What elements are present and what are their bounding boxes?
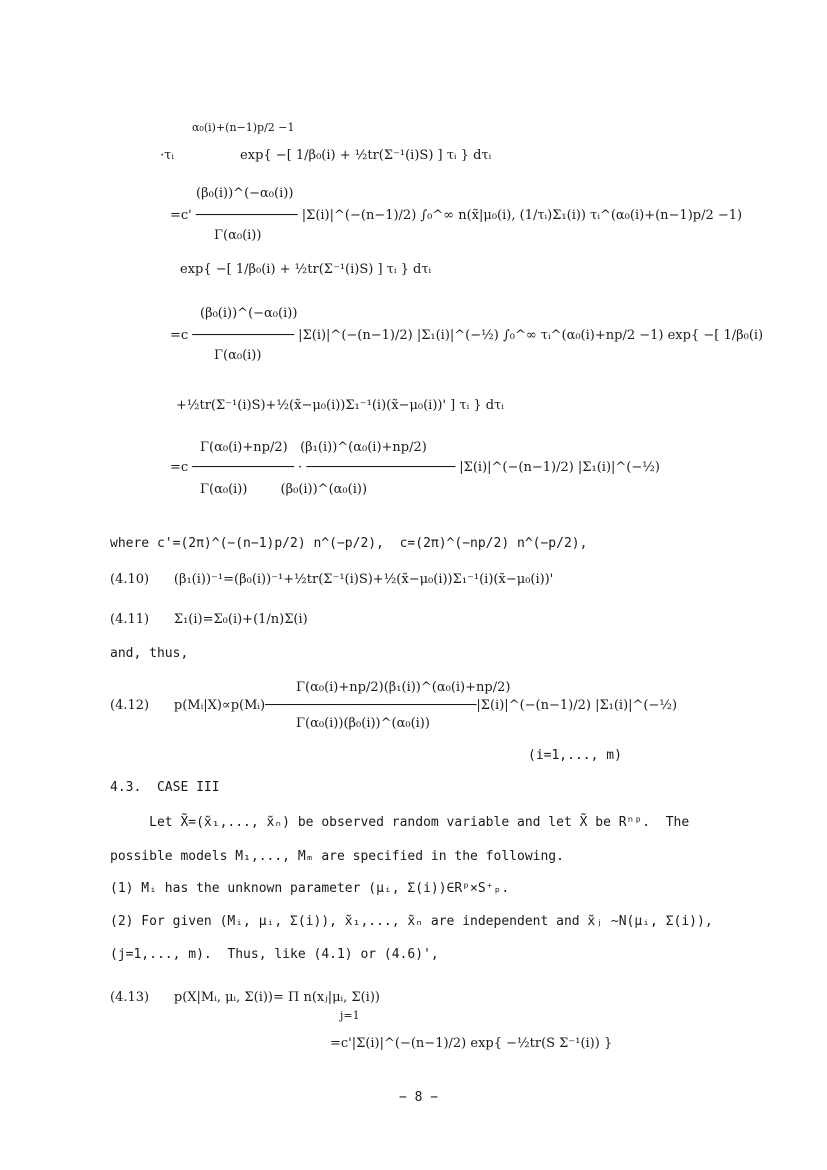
where-line: where c'=(2π)^(−(n−1)p/2) n^(−p/2), c=(2π)^(−np/2) n^(−p/2),	[110, 536, 588, 551]
eq-c2-denom: Γ(α₀(i))	[214, 348, 262, 363]
eq-c2-main: =c ───────────── |Σ(i)|^(−(n−1)/2) |Σ₁(i)|^(−½) ∫₀^∞ τᵢ^(α₀(i)+np/2 −1) exp{ −[ 1/β₀(i)	[170, 328, 764, 343]
eq-c1-exp: exp{ −[ 1/β₀(i) + ½tr(Σ⁻¹(i)S) ] τᵢ } dτᵢ	[180, 262, 432, 277]
eq-c1-frac: (β₀(i))^(−α₀(i))	[196, 186, 294, 201]
eq-c3-num: Γ(α₀(i)+np/2) (β₁(i))^(α₀(i)+np/2)	[200, 440, 427, 455]
list-item-1: (1) Mᵢ has the unknown parameter (μᵢ, Σ(i))∈Rᵖ×S⁺ₚ.	[110, 881, 510, 896]
eq-c1-main: =c' ───────────── |Σ(i)|^(−(n−1)/2) ∫₀^∞ n(x̃|μ₀(i), (1/τᵢ)Σ₁(i)) τᵢ^(α₀(i)+(n−1)p/2 −1)	[170, 208, 743, 223]
eq-c2-cont: +½tr(Σ⁻¹(i)S)+½(x̃−μ₀(i))Σ₁⁻¹(i)(x̃−μ₀(i))' ] τᵢ } dτᵢ	[176, 398, 504, 413]
list-item-2: (2) For given (Mᵢ, μᵢ, Σ(i)), x̃₁,..., x̃ₙ are independent and x̃ⱼ ~N(μᵢ, Σ(i)),	[110, 914, 713, 929]
eq-4-12-denom: Γ(α₀(i))(β₀(i))^(α₀(i))	[296, 716, 430, 731]
eq-c2-frac: (β₀(i))^(−α₀(i))	[200, 306, 298, 321]
eq-4-10: (4.10) (β₁(i))⁻¹=(β₀(i))⁻¹+½tr(Σ⁻¹(i)S)+½(x̃−μ₀(i))Σ₁⁻¹(i)(x̃−μ₀(i))'	[110, 572, 554, 587]
eq-c1-denom: Γ(α₀(i))	[214, 228, 262, 243]
page-number: − 8 −	[399, 1090, 439, 1105]
section-heading: 4.3. CASE III	[110, 780, 220, 795]
eq-4-12-num: Γ(α₀(i)+np/2)(β₁(i))^(α₀(i)+np/2)	[296, 680, 511, 695]
eq-4-13-limits: j=1	[340, 1009, 360, 1022]
eq-4-12: (4.12) p(Mᵢ|X)∝p(Mᵢ)───────────────────────────|Σ(i)|^(−(n−1)/2) |Σ₁(i)|^(−½)	[110, 698, 678, 713]
eq-top-exponent: α₀(i)+(n−1)p/2 −1	[192, 121, 295, 134]
eq-4-13-b: =c'|Σ(i)|^(−(n−1)/2) exp{ −½tr(S Σ⁻¹(i)) }	[330, 1036, 613, 1051]
eq-4-11: (4.11) Σ₁(i)=Σ₀(i)+(1/n)Σ(i)	[110, 612, 308, 627]
eq-c3-denom: Γ(α₀(i)) (β₀(i))^(α₀(i))	[200, 482, 368, 497]
eq-4-12-range: (i=1,..., m)	[528, 748, 622, 763]
paragraph-line-2: possible models M₁,..., Mₘ are specified in the following.	[110, 849, 564, 864]
and-thus: and, thus,	[110, 646, 189, 661]
eq-top-main: ·τᵢ exp{ −[ 1/β₀(i) + ½tr(Σ⁻¹(i)S) ] τᵢ } dτᵢ	[160, 148, 492, 163]
eq-c3-main: =c ───────────── · ─────────────────── |Σ(i)|^(−(n−1)/2) |Σ₁(i)|^(−½)	[170, 460, 660, 475]
eq-4-13: (4.13) p(X|Mᵢ, μᵢ, Σ(i))= Π n(xⱼ|μᵢ, Σ(i))	[110, 990, 380, 1005]
list-item-2-continued: (j=1,..., m). Thus, like (4.1) or (4.6)',	[110, 947, 439, 962]
paragraph-line-1: Let X̃=(x̃₁,..., x̃ₙ) be observed random variable and let X̃ be Rⁿᵖ. The	[110, 815, 690, 830]
